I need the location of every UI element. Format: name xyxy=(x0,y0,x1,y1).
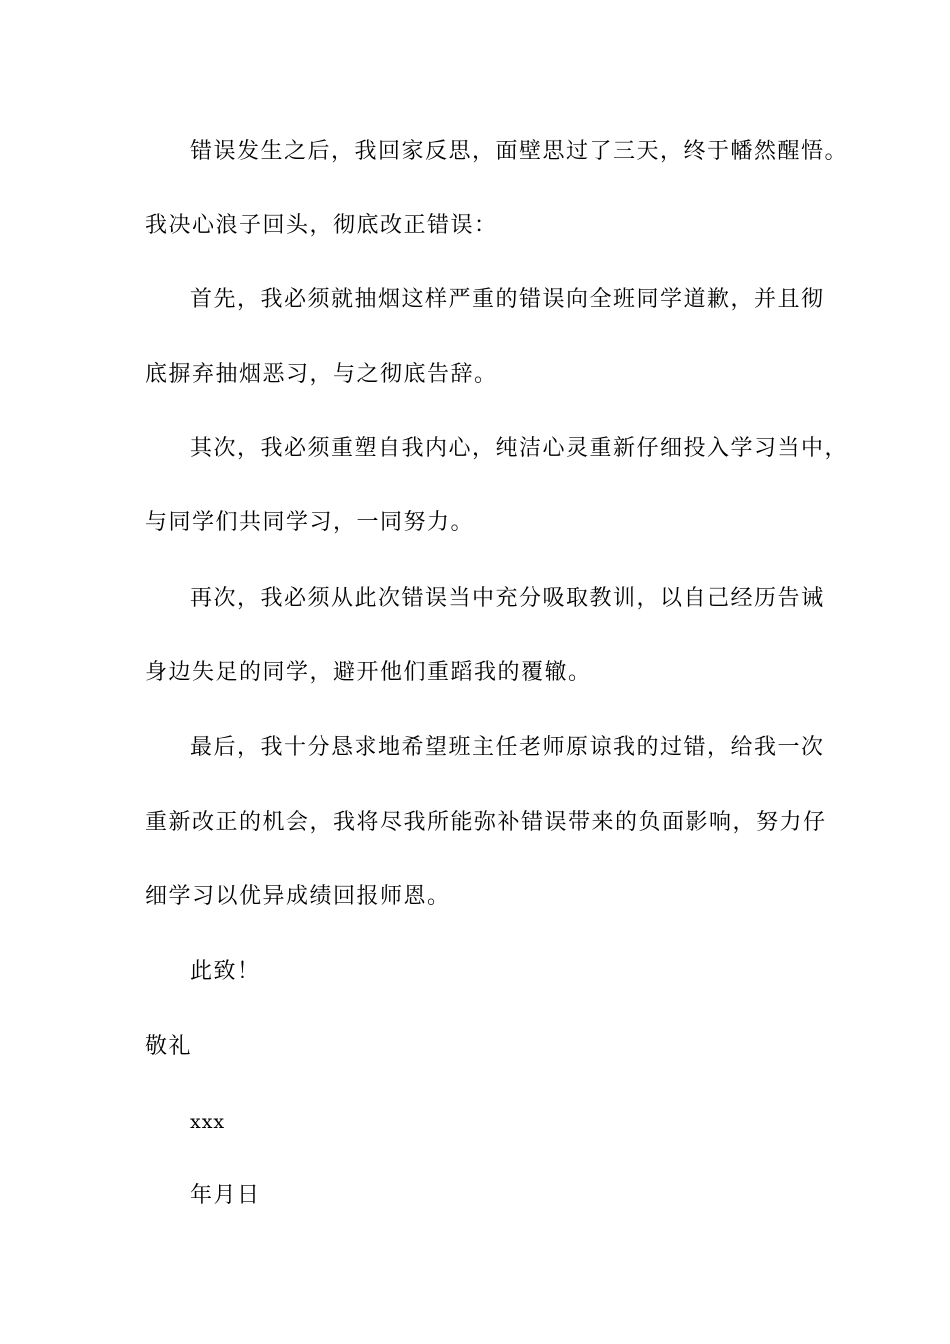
paragraph-line: 首先，我必须就抽烟这样严重的错误向全班同学道歉，并且彻 xyxy=(190,287,825,312)
paragraph-line: 底摒弃抽烟恶习，与之彻底告辞。 xyxy=(145,362,498,387)
closing-regards: 敬礼 xyxy=(145,1034,193,1059)
signature-date: 年月日 xyxy=(190,1183,261,1208)
closing-salutation: 此致！ xyxy=(190,959,261,984)
signature-name: xxx xyxy=(190,1111,226,1133)
paragraph-line: 其次，我必须重塑自我内心，纯洁心灵重新仔细投入学习当中， xyxy=(190,436,849,461)
paragraph-line: 错误发生之后，我回家反思，面壁思过了三天，终于幡然醒悟。 xyxy=(190,139,849,164)
paragraph-line: 再次，我必须从此次错误当中充分吸取教训，以自己经历告诫 xyxy=(190,586,825,611)
paragraph-line: 身边失足的同学，避开他们重蹈我的覆辙。 xyxy=(145,660,592,685)
paragraph-line: 细学习以优异成绩回报师恩。 xyxy=(145,884,451,909)
paragraph-line: 最后，我十分恳求地希望班主任老师原谅我的过错，给我一次 xyxy=(190,735,825,760)
paragraph-line: 我决心浪子回头，彻底改正错误： xyxy=(145,213,498,238)
paragraph-line: 重新改正的机会，我将尽我所能弥补错误带来的负面影响，努力仔 xyxy=(145,810,827,835)
paragraph-line: 与同学们共同学习，一同努力。 xyxy=(145,510,475,535)
